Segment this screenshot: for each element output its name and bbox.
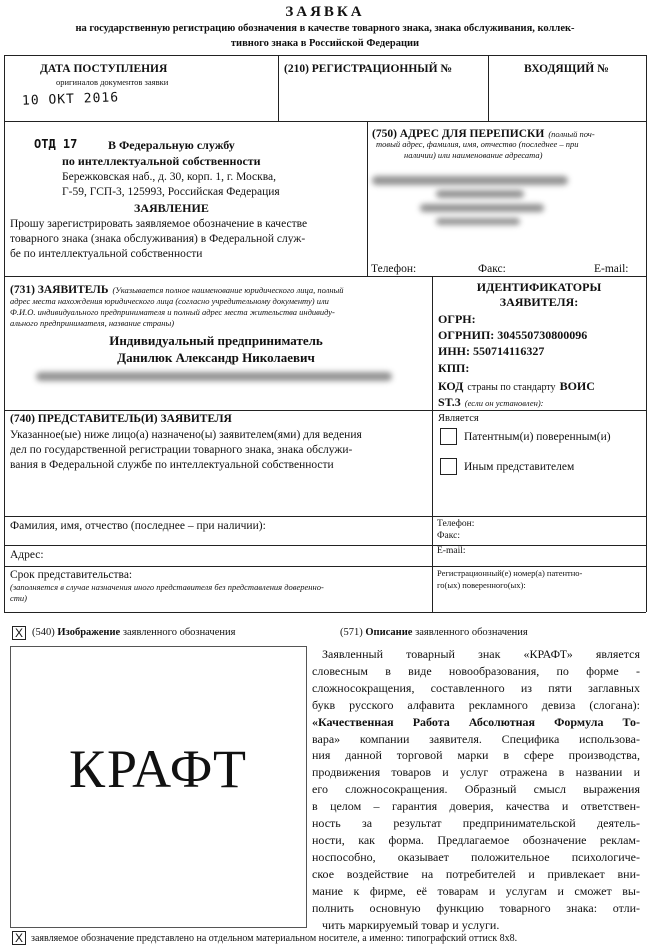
attorney-reg-number-label-1: Регистрационный(е) номер(а) патентно- bbox=[437, 568, 583, 578]
description-line: «Качественная Работа Абсолютная Формула То- bbox=[312, 714, 640, 729]
applicant-hint-2: адрес места нахождения юридического лица (согласно учредительному документу) или bbox=[10, 296, 329, 306]
description-line: словесным в виде новообразования, по форме - bbox=[312, 663, 640, 678]
applicant-hint: (Указывается полное наименование юридического лица, полный bbox=[112, 285, 344, 295]
image-section-label-bold: Изображение bbox=[57, 627, 121, 638]
incoming-number-label: ВХОДЯЩИЙ № bbox=[524, 63, 609, 75]
divider bbox=[4, 566, 646, 567]
applicant-hint-4: ального предпринимателя, название страны) bbox=[10, 318, 175, 328]
correspondence-label: (750) АДРЕС ДЛЯ ПЕРЕПИСКИ bbox=[372, 128, 545, 140]
country-code-text: страны по стандарту bbox=[467, 382, 556, 393]
st3-label: ST.3 bbox=[438, 395, 461, 409]
addressee-line-4: Г-59, ГСП-3, 125993, Российская Федерация bbox=[62, 186, 280, 198]
applicant-name-2: Данилюк Александр Николаевич bbox=[117, 350, 315, 365]
identifiers-title-2: ЗАЯВИТЕЛЯ: bbox=[499, 295, 579, 309]
divider bbox=[278, 55, 279, 121]
description-code: (571) bbox=[340, 627, 363, 638]
applicant-hint-3: Ф.И.О. индивидуального предпринимателя и полный адрес места жительства индивиду- bbox=[10, 307, 335, 317]
divider bbox=[4, 516, 646, 517]
patent-attorney-checkbox[interactable] bbox=[440, 428, 457, 445]
ogrnip-value: ОГРНИП: 304550730800096 bbox=[438, 328, 588, 342]
description-line: Заявленный товарный знак «КРАФТ» является bbox=[322, 647, 640, 661]
description-label-bold: Описание bbox=[365, 627, 413, 638]
receipt-date-label: ДАТА ПОСТУПЛЕНИЯ bbox=[40, 63, 168, 75]
applicant-name-1: Индивидуальный предприниматель bbox=[109, 333, 323, 348]
description-line: носпособно, оказывает положительное психологиче- bbox=[312, 849, 640, 864]
receipt-date-sublabel: оригиналов документов заявки bbox=[56, 77, 169, 87]
form-subtitle-1: на государственную регистрацию обозначения в качестве товарного знака, знака обслуживания, коллек- bbox=[75, 23, 575, 34]
form-title: ЗАЯВКА bbox=[285, 4, 365, 20]
redacted-address bbox=[420, 204, 544, 212]
statement-title: ЗАЯВЛЕНИЕ bbox=[134, 201, 209, 215]
correspondence-hint-3: наличии) или наименование адресата) bbox=[404, 150, 543, 160]
correspondence-hint-2: товый адрес, фамилия, имя, отчество (последнее – при bbox=[376, 139, 579, 149]
representative-text-2: дел по государственной регистрации товарного знака, знака обслужи- bbox=[10, 444, 353, 456]
ogrn-label: ОГРН: bbox=[438, 312, 476, 326]
receipt-date-stamp: 10 ОКТ 2016 bbox=[21, 90, 120, 109]
addressee-line-1: В Федеральную службу bbox=[108, 138, 235, 152]
description-line: в целом – гарантия доверия, качества и ответствен- bbox=[312, 799, 640, 814]
st3-hint: (если он установлен): bbox=[464, 398, 544, 408]
representative-term-hint: (заполняется в случае назначения иного представителя без представления доверенно- bbox=[10, 582, 324, 592]
separate-medium-checkbox[interactable]: X bbox=[12, 931, 26, 945]
description-line: вара» компании заявителя. Специфика использова- bbox=[312, 731, 640, 746]
department-stamp: ОТД 17 bbox=[34, 137, 78, 151]
redacted-address bbox=[436, 218, 520, 225]
description-line: мание к фирме, её товарам и услугам и сможет вы- bbox=[312, 883, 640, 898]
statement-text-2: товарного знака (знака обслуживания) в Федеральной служ- bbox=[10, 233, 306, 245]
representative-text-3: вания в Федеральной службе по интеллектуальной собственности bbox=[10, 459, 334, 471]
correspondence-email-label: E-mail: bbox=[594, 263, 629, 275]
divider bbox=[488, 55, 489, 121]
representative-text-1: Указанное(ые) ниже лицо(а) назначено(ы) заявителем(ями) для ведения bbox=[10, 429, 362, 441]
representative-term-label: Срок представительства: bbox=[10, 569, 133, 581]
image-section-checkbox[interactable]: X bbox=[12, 626, 26, 640]
representative-email-label: E-mail: bbox=[437, 546, 466, 556]
divider bbox=[432, 276, 433, 612]
description-line: чить маркируемый товар и услуги. bbox=[322, 917, 500, 932]
image-section-label bbox=[32, 627, 235, 638]
description-line: продвижения товаров и услуг отражена в названии и bbox=[312, 765, 640, 780]
divider bbox=[4, 545, 646, 546]
description-line: ность за результат предпринимательской деятель- bbox=[312, 816, 640, 831]
applicant-label: (731) ЗАЯВИТЕЛЬ bbox=[10, 284, 109, 296]
wipo-label: ВОИС bbox=[559, 379, 595, 393]
description-line: сложносокращения, составленного из пяти заглавных bbox=[312, 680, 640, 695]
correspondence-fax-label: Факс: bbox=[478, 263, 506, 275]
image-section-code: (540) bbox=[32, 627, 55, 638]
description-line: ности, как форма. Предлагаемое обозначение реклам- bbox=[312, 832, 640, 847]
image-section-label-rest: заявленного обозначения bbox=[122, 627, 236, 638]
attorney-reg-number-label-2: го(ых) поверенного(ых): bbox=[437, 580, 526, 590]
patent-attorney-label: Патентным(и) поверенным(и) bbox=[464, 431, 611, 443]
divider bbox=[4, 55, 646, 56]
representative-term-hint-2: сти) bbox=[10, 593, 27, 603]
representative-address-label: Адрес: bbox=[10, 549, 44, 561]
description-line: полнить основную функцию товарного знака: отли- bbox=[312, 900, 640, 915]
addressee-line-2: по интеллектуальной собственности bbox=[62, 154, 261, 168]
redacted-address bbox=[372, 176, 568, 185]
correspondence-hint: (полный поч- bbox=[548, 129, 595, 139]
st3-line bbox=[438, 393, 544, 411]
divider bbox=[4, 612, 646, 613]
divider bbox=[646, 55, 647, 612]
description-label-rest: заявленного обозначения bbox=[415, 627, 528, 638]
representative-fio-label: Фамилия, имя, отчество (последнее – при наличии): bbox=[10, 520, 266, 532]
identifiers-title-1: ИДЕНТИФИКАТОРЫ bbox=[476, 280, 602, 294]
other-representative-checkbox[interactable] bbox=[440, 458, 457, 475]
description-line: ния данной торговой марки в сфере производства, bbox=[312, 748, 640, 763]
redacted-applicant-address bbox=[36, 372, 392, 381]
description-line: его сложносокращения. Образный смысл выражения bbox=[312, 782, 640, 797]
description-line: ское воздействие на потребителей и привлекает вни- bbox=[312, 866, 640, 881]
description-line: букв русского алфавита рекламного девиза (слогана): bbox=[312, 697, 640, 712]
trademark-word: КРАФТ bbox=[68, 739, 249, 799]
description-label bbox=[340, 627, 528, 638]
is-label: Является bbox=[438, 413, 479, 424]
redacted-address bbox=[436, 190, 524, 198]
description-text bbox=[312, 646, 640, 933]
kpp-label: КПП: bbox=[438, 361, 470, 375]
addressee-line-3: Бережковская наб., д. 30, корп. 1, г. Москва, bbox=[62, 171, 276, 183]
representative-phone-label: Телефон: bbox=[437, 519, 475, 529]
form-subtitle-2: тивного знака в Российской Федерации bbox=[230, 38, 420, 49]
representative-fax-label: Факс: bbox=[437, 531, 460, 541]
correspondence-phone-label: Телефон: bbox=[371, 263, 417, 275]
divider bbox=[367, 121, 368, 276]
statement-text-1: Прошу зарегистрировать заявляемое обозначение в качестве bbox=[10, 218, 308, 230]
separate-medium-text: заявляемое обозначение представлено на отдельном материальном носителе, а именно: типографский оттиск 8х8. bbox=[31, 933, 518, 944]
country-code-label: КОД bbox=[438, 379, 464, 393]
registration-number-label: (210) РЕГИСТРАЦИОННЫЙ № bbox=[284, 63, 452, 75]
divider bbox=[4, 121, 646, 122]
representative-label: (740) ПРЕДСТАВИТЕЛЬ(И) ЗАЯВИТЕЛЯ bbox=[10, 413, 232, 425]
divider bbox=[4, 276, 646, 277]
other-representative-label: Иным представителем bbox=[464, 461, 575, 473]
inn-value: ИНН: 550714116327 bbox=[438, 344, 545, 358]
divider bbox=[4, 410, 646, 411]
statement-text-3: бе по интеллектуальной собственности bbox=[10, 248, 203, 260]
